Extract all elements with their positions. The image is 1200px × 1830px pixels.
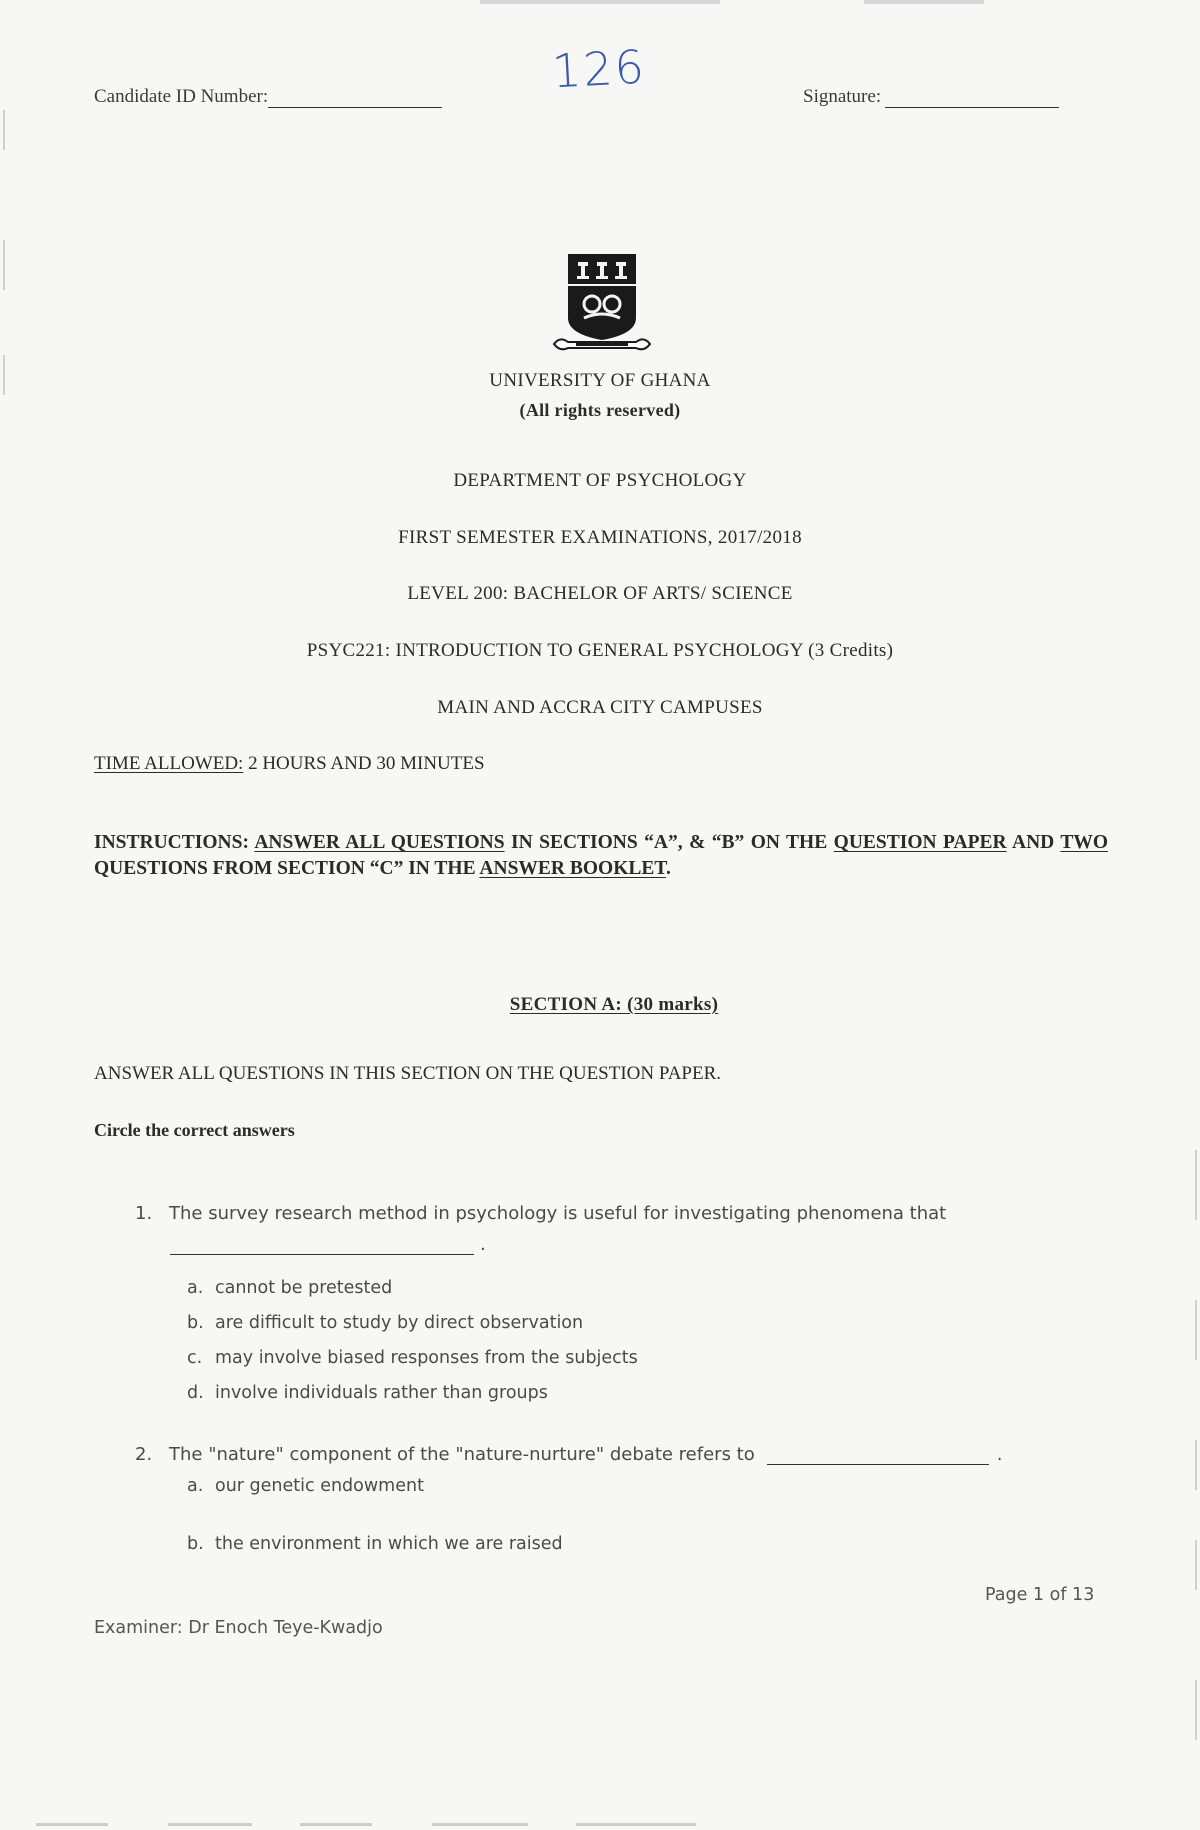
option-1b[interactable]: [187, 1313, 583, 1333]
circle-instruction: Circle the correct answers: [94, 1120, 295, 1140]
candidate-id-row: [94, 86, 442, 108]
answer-blank: [767, 1446, 989, 1465]
instructions-question-paper: QUESTION PAPER: [833, 832, 1007, 853]
level-title: LEVEL 200: BACHELOR OF ARTS/ SCIENCE: [407, 583, 793, 604]
instructions-period: .: [665, 858, 671, 879]
exam-title: FIRST SEMESTER EXAMINATIONS, 2017/2018: [398, 527, 802, 548]
time-allowed: [94, 753, 485, 775]
option-letter: c.: [187, 1348, 203, 1368]
scan-edge-top: [0, 0, 1200, 4]
option-text: our genetic endowment: [215, 1476, 424, 1496]
option-2a[interactable]: [187, 1476, 424, 1496]
answer-blank-period: .: [480, 1234, 486, 1255]
question-text: The "nature" component of the "nature-nurture" debate refers to: [169, 1444, 755, 1465]
course-title: PSYC221: INTRODUCTION TO GENERAL PSYCHOLOGY (3 Credits): [306, 640, 894, 661]
answer-blank: [170, 1236, 474, 1255]
candidate-id-label: Candidate ID Number:: [94, 86, 269, 107]
question-2: [135, 1444, 1002, 1465]
time-allowed-value: 2 HOURS AND 30 MINUTES: [248, 753, 485, 774]
handwritten-number: 126: [550, 39, 648, 99]
option-text: the environment in which we are raised: [215, 1534, 563, 1554]
question-1: [135, 1203, 946, 1224]
instructions-two: TWO: [1060, 832, 1109, 853]
option-text: involve individuals rather than groups: [215, 1383, 548, 1403]
instructions-sections: IN SECTIONS “A”, & “B” ON THE: [511, 832, 828, 853]
signature-row: [803, 86, 1059, 108]
section-a-title: SECTION A: (30 marks): [509, 994, 719, 1015]
option-letter: a.: [187, 1476, 204, 1496]
examiner-name: Examiner: Dr Enoch Teye-Kwadjo: [94, 1618, 383, 1638]
campuses-title: MAIN AND ACCRA CITY CAMPUSES: [437, 697, 763, 718]
candidate-id-blank: [268, 89, 442, 108]
option-1d[interactable]: [187, 1383, 548, 1403]
department-name: DEPARTMENT OF PSYCHOLOGY: [453, 470, 747, 491]
scan-mark: [1195, 1540, 1197, 1590]
option-letter: b.: [187, 1313, 204, 1333]
question-number: 2.: [135, 1444, 153, 1465]
rights-note: (All rights reserved): [519, 400, 681, 420]
question-text: The survey research method in psychology is useful for investigating phenomena that: [169, 1203, 947, 1224]
instructions-answer-all: ANSWER ALL QUESTIONS: [254, 832, 505, 853]
section-a-directive: ANSWER ALL QUESTIONS IN THIS SECTION ON THE QUESTION PAPER.: [94, 1063, 722, 1084]
instructions-section-c: QUESTIONS FROM SECTION “C” IN THE: [94, 858, 476, 879]
scan-mark: [1195, 1300, 1197, 1360]
option-letter: d.: [187, 1383, 204, 1403]
time-allowed-label: TIME ALLOWED:: [94, 753, 244, 774]
instructions-and: AND: [1011, 832, 1055, 853]
university-crest-logo: [548, 248, 656, 360]
instructions-label: INSTRUCTIONS:: [94, 832, 249, 853]
scan-mark: [3, 110, 5, 150]
option-1a[interactable]: [187, 1278, 392, 1298]
option-letter: a.: [187, 1278, 204, 1298]
option-letter: b.: [187, 1534, 204, 1554]
scan-edge-bottom: [0, 1823, 1200, 1826]
scan-mark: [3, 240, 5, 290]
signature-blank: [885, 89, 1059, 108]
page-number: Page 1 of 13: [985, 1585, 1095, 1605]
scan-mark: [1195, 1150, 1197, 1220]
scan-mark: [1195, 1680, 1197, 1740]
option-text: are difficult to study by direct observation: [215, 1313, 584, 1333]
option-text: may involve biased responses from the subjects: [215, 1348, 638, 1368]
question-number: 1.: [135, 1203, 153, 1224]
scan-mark: [1195, 1440, 1197, 1490]
option-2b[interactable]: [187, 1534, 563, 1554]
question-1-answer-line: [170, 1234, 486, 1255]
answer-blank-period: .: [996, 1444, 1003, 1465]
instructions: [94, 830, 1108, 882]
option-1c[interactable]: [187, 1348, 638, 1368]
signature-label: Signature:: [803, 86, 882, 107]
option-text: cannot be pretested: [215, 1278, 393, 1298]
university-name: UNIVERSITY OF GHANA: [489, 370, 711, 391]
instructions-answer-booklet: ANSWER BOOKLET: [479, 858, 666, 879]
